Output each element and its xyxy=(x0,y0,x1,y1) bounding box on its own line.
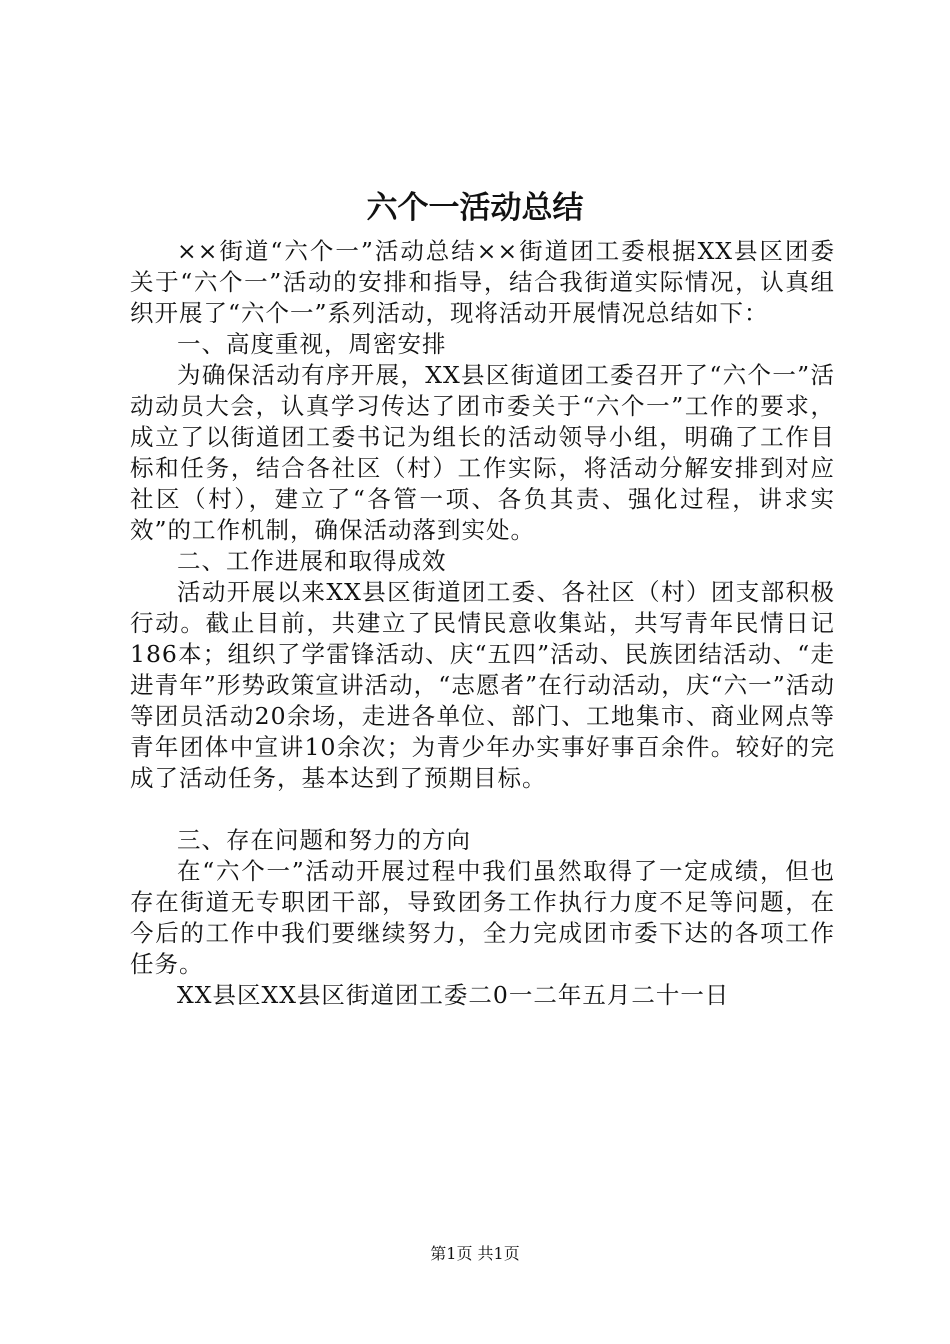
document-title: 六个一活动总结 xyxy=(366,190,584,226)
section-2-paragraph: 活动开展以来XX县区街道团工委、各社区（村）团支部积极行动。截止目前，共建立了民情民意收集站，共写青年民情日记186本；组织了学雷锋活动、庆“五四”活动、民族团结活动、“走进青年”形势政策宣讲活动，“志愿者”在行动活动，庆“六一”活动等团员活动20余场，走进各单位、部门、工地集市、商业网点等青年团体中宣讲10余次；为青少年办实事好事百余件。较好的完成了活动任务，基本达到了预期目标。 xyxy=(130,578,835,792)
section-heading-2: 二、工作进展和取得成效 xyxy=(177,547,447,575)
page-number-footer: 第1页 共1页 xyxy=(430,1244,520,1263)
section-heading-3: 三、存在问题和努力的方向 xyxy=(177,826,471,854)
document-body xyxy=(130,236,835,1011)
signature-line: XX县区XX县区街道团工委二0一二年五月二十一日 xyxy=(177,981,730,1009)
section-1-paragraph: 为确保活动有序开展，XX县区街道团工委召开了“六个一”活动动员大会，认真学习传达了团市委关于“六个一”工作的要求，成立了以街道团工委书记为组长的活动领导小组，明确了工作目标和任务，结合各社区（村）工作实际，将活动分解安排到对应社区（村），建立了“各管一项、各负其责、强化过程，讲求实效”的工作机制，确保活动落到实处。 xyxy=(130,361,835,544)
section-heading-1: 一、高度重视，周密安排 xyxy=(177,330,447,358)
intro-paragraph: ××街道“六个一”活动总结××街道团工委根据XX县区团委关于“六个一”活动的安排和指导，结合我街道实际情况，认真组织开展了“六个一”系列活动，现将活动开展情况总结如下： xyxy=(130,237,835,327)
section-3-paragraph: 在“六个一”活动开展过程中我们虽然取得了一定成绩，但也存在街道无专职团干部，导致团务工作执行力度不足等问题，在今后的工作中我们要继续努力，全力完成团市委下达的各项工作任务。 xyxy=(130,857,835,978)
